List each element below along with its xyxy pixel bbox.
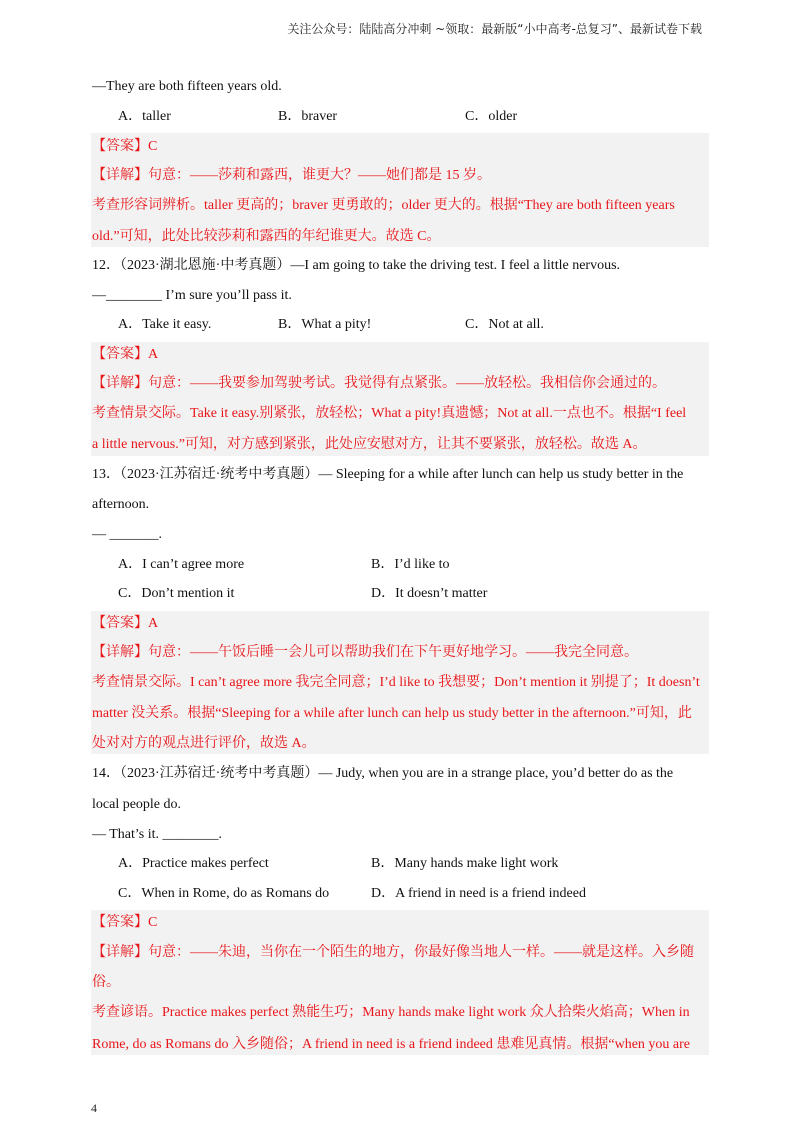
q14-option-b: B．Many hands make light work [371, 856, 559, 871]
q14-stem-2: local people do. [92, 797, 182, 812]
q11-explain-1: 【详解】句意：——莎莉和露西，谁更大？——她们都是 15 岁。 [92, 168, 491, 183]
q11-option-b: B．braver [278, 109, 338, 124]
q11-option-a: A．taller [118, 109, 171, 124]
q13-explain-2: 考查情景交际。I can’t agree more 我完全同意；I’d like to 我想要；Don’t mention it 别提了；It doesn’t [92, 675, 700, 690]
q11-answer: 【答案】C [92, 139, 158, 154]
q14-stem-1: 14．（2023·江苏宿迁·统考中考真题）— Judy, when you are in a strange place, you’d better do as the [92, 766, 674, 781]
q12-answer: 【答案】A [92, 347, 159, 362]
q12-option-b: B．What a pity! [278, 317, 372, 332]
q11-explain-2: 考查形容词辨析。taller 更高的；braver 更勇敢的；older 更大的。根据“They are both fifteen years [92, 198, 675, 213]
q13-option-b: B．I’d like to [371, 557, 450, 572]
q14-answer-box [91, 910, 709, 1055]
q14-reply: — That’s it. ________. [92, 827, 223, 842]
q12-option-a: A．Take it easy. [118, 317, 212, 332]
q13-option-d: D．It doesn’t matter [371, 586, 488, 601]
q13-explain-4: 处对对方的观点进行评价，故选 A。 [92, 736, 316, 751]
q12-explain-3: a little nervous.”可知，对方感到紧张，此处应安慰对方，让其不要紧张，放轻松。故选 A。 [92, 437, 647, 452]
q11-option-c: C．older [465, 109, 518, 124]
q13-answer: 【答案】A [92, 616, 159, 631]
q13-explain-3: matter 没关系。根据“Sleeping for a while after lunch can help us study better in the afternoon.”可知，此 [92, 706, 692, 721]
q14-answer: 【答案】C [92, 915, 158, 930]
q14-explain-4: Rome, do as Romans do 入乡随俗；A friend in need is a friend indeed 患难见真情。根据“when you are [92, 1037, 691, 1052]
q14-option-d: D．A friend in need is a friend indeed [371, 886, 586, 901]
page-number: 4 [91, 1101, 97, 1115]
q14-explain-2: 俗。 [92, 975, 120, 990]
q13-stem-2: afternoon. [92, 497, 150, 512]
q12-stem: 12．（2023·湖北恩施·中考真题）—I am going to take the driving test. I feel a little nervous. [92, 258, 621, 273]
q13-stem-1: 13．（2023·江苏宿迁·统考中考真题）— Sleeping for a while after lunch can help us study better in the [92, 467, 684, 482]
q13-option-c: C．Don’t mention it [118, 586, 235, 601]
q13-option-a: A．I can’t agree more [118, 557, 245, 572]
q12-reply: —________ I’m sure you’ll pass it. [92, 288, 292, 303]
q12-explain-2: 考查情景交际。Take it easy.别紧张，放轻松；What a pity!真遗憾；Not at all.一点也不。根据“I feel [92, 406, 687, 421]
q14-option-a: A．Practice makes perfect [118, 856, 269, 871]
q14-explain-1: 【详解】句意：——朱迪，当你在一个陌生的地方，你最好像当地人一样。——就是这样。入乡随 [92, 945, 694, 960]
q14-option-c: C．When in Rome, do as Romans do [118, 886, 330, 901]
q12-option-c: C．Not at all. [465, 317, 544, 332]
page-header: 关注公众号：陆陆高分冲刺 ~领取：最新版“小中高考-总复习”、最新试卷下载 [287, 22, 702, 36]
q14-explain-3: 考查谚语。Practice makes perfect 熟能生巧；Many hands make light work 众人拾柴火焰高；When in [92, 1005, 690, 1020]
q12-explain-1: 【详解】句意：——我要参加驾驶考试。我觉得有点紧张。——放轻松。我相信你会通过的。 [92, 376, 666, 391]
q11-explain-3: old.”可知，此处比较莎莉和露西的年纪谁更大。故选 C。 [92, 229, 441, 244]
q11-reply: —They are both fifteen years old. [92, 79, 282, 94]
q13-explain-1: 【详解】句意：——午饭后睡一会儿可以帮助我们在下午更好地学习。——我完全同意。 [92, 645, 638, 660]
q13-reply: — _______. [92, 527, 162, 542]
